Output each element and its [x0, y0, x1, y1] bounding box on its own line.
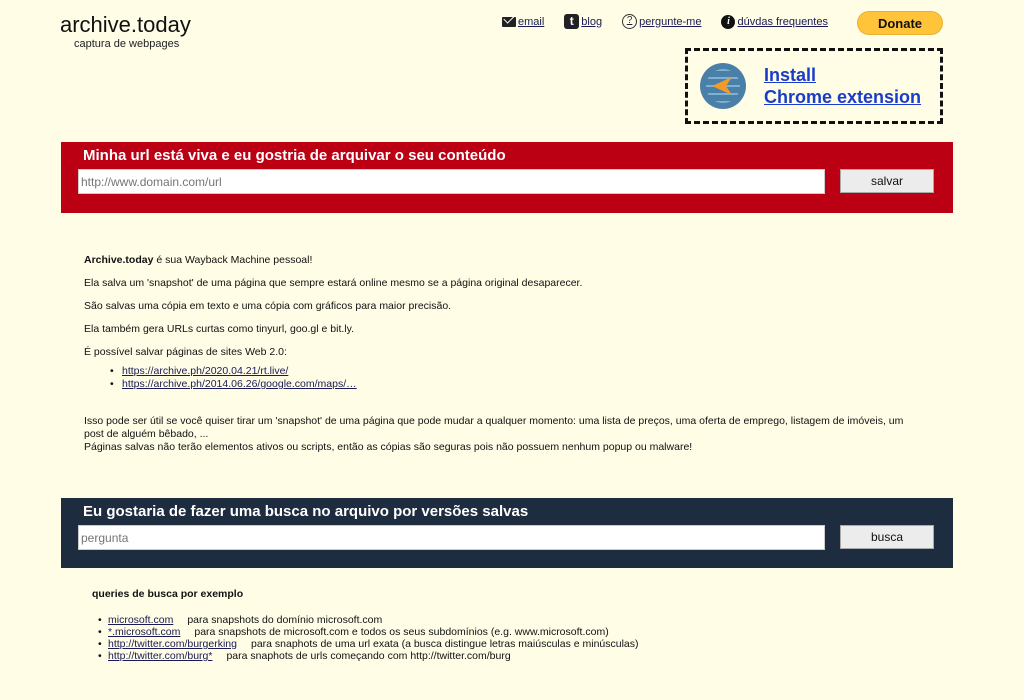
search-button[interactable]: busca [840, 525, 934, 549]
email-link[interactable] [502, 16, 544, 28]
list-item [108, 626, 639, 638]
search-panel-title: Eu gostaria de fazer uma busca no arquivo por versões salvas [83, 503, 529, 520]
intro-line-1-rest: é sua Wayback Machine pessoal! [153, 254, 313, 266]
brand-name: Archive.today [84, 254, 154, 266]
queries-list [92, 614, 639, 662]
top-navigation [502, 14, 848, 29]
blog-link-label: blog [581, 15, 603, 28]
url-input[interactable] [78, 169, 825, 194]
intro-line-2: Ela salva um 'snapshot' de uma página que sempre estará online mesmo se a página original desaparecer. [84, 277, 583, 289]
query-description: para snapshots de microsoft.com e todos os seus subdomínios (e.g. www.microsoft.com) [194, 626, 609, 638]
logo-title[interactable]: archive.today [60, 12, 191, 37]
list-item [108, 614, 639, 626]
extension-line-install: Install [764, 65, 817, 85]
donate-button[interactable]: Donate [857, 11, 943, 35]
intro-text [84, 254, 914, 454]
site-logo[interactable] [60, 12, 191, 50]
email-link-label: email [518, 15, 545, 28]
faq-link-label: dúvdas frequentes [737, 15, 828, 28]
intro-line-3: São salvas uma cópia em texto e uma cópia com gráficos para maior precisão. [84, 300, 452, 312]
intro-line-5: É possível salvar páginas de sites Web 2.0: [84, 346, 287, 358]
query-link[interactable]: http://twitter.com/burg* [108, 650, 213, 662]
example-link-1[interactable]: https://archive.ph/2020.04.21/rt.live/ [122, 365, 289, 377]
search-archive-panel [61, 498, 953, 568]
blog-link[interactable] [564, 14, 602, 29]
chrome-extension-promo[interactable] [685, 48, 943, 124]
chrome-extension-link[interactable] [764, 64, 921, 108]
usage-paragraph-2: Páginas salvas não terão elementos ativos ou scripts, então as cópias são seguras pois não possuem nenhum popup ou malware! [84, 441, 693, 453]
list-item [122, 378, 914, 391]
intro-line-4: Ela também gera URLs curtas como tinyurl, goo.gl e bit.ly. [84, 323, 355, 335]
list-item [122, 365, 914, 378]
info-icon: i [721, 15, 735, 29]
usage-paragraph [84, 415, 914, 454]
save-button[interactable]: salvar [840, 169, 934, 193]
search-input[interactable] [78, 525, 825, 550]
extension-line-name: Chrome extension [764, 87, 922, 107]
queries-heading: queries de busca por exemplo [92, 588, 244, 600]
query-link[interactable]: http://twitter.com/burgerking [108, 638, 237, 650]
envelope-icon [502, 17, 516, 27]
save-panel-title: Minha url está viva e eu gostria de arquivar o seu conteúdo [83, 147, 506, 164]
example-link-2[interactable]: https://archive.ph/2014.06.26/google.com/maps/… [122, 378, 357, 390]
query-description: para snaphots de urls começando com http://twitter.com/burg [226, 650, 511, 662]
query-description: para snapshots do domínio microsoft.com [187, 614, 383, 626]
tumblr-icon: t [564, 14, 579, 29]
logo-subtitle: captura de webpages [74, 38, 180, 50]
query-link[interactable]: *.microsoft.com [108, 626, 181, 638]
ask-link[interactable] [622, 14, 701, 29]
archive-extension-icon [700, 63, 746, 109]
intro-line-1 [84, 254, 914, 267]
list-item [108, 638, 639, 650]
example-queries [92, 588, 639, 662]
usage-paragraph-1: Isso pode ser útil se você quiser tirar um 'snapshot' de uma página que pode mudar a qualquer momento: uma lista de preços, uma oferta de emprego, listagem de imóveis, um post de alguém bêbado, ... [84, 415, 904, 440]
save-url-panel [61, 142, 953, 213]
question-icon: ? [622, 14, 637, 29]
query-description: para snaphots de uma url exata (a busca distingue letras maiúsculas e minúsculas) [250, 638, 639, 650]
ask-link-label: pergunte-me [639, 15, 702, 28]
example-links [84, 365, 914, 391]
list-item [108, 650, 639, 662]
query-link[interactable]: microsoft.com [108, 614, 174, 626]
faq-link[interactable] [721, 15, 828, 29]
